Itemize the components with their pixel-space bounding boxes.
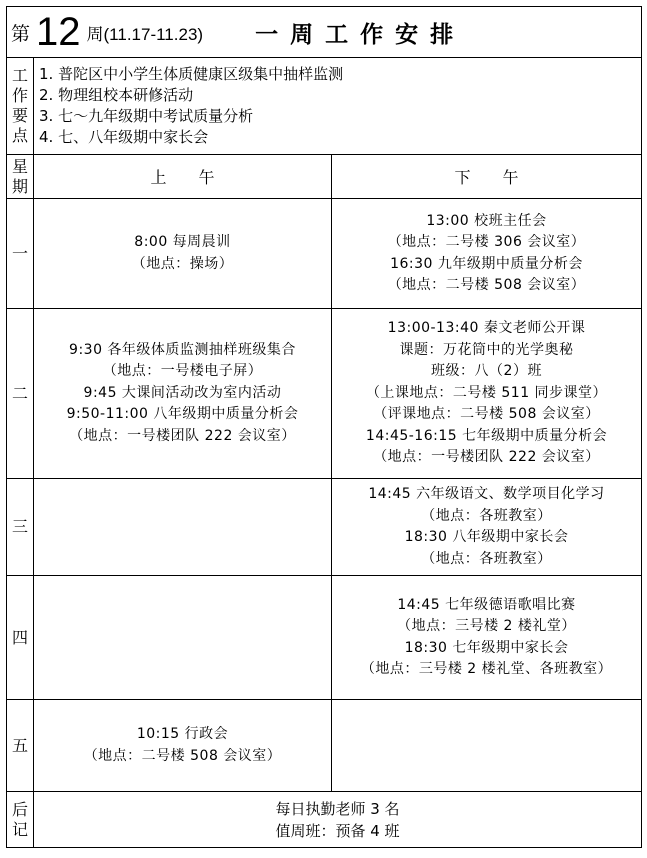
key-point-item: 3. 七～九年级期中考试质量分析 [39,107,254,125]
footer-label: 后 记 [7,792,34,848]
weekday-column-label: 星 期 [7,155,34,199]
morning-cell [34,576,332,700]
key-point-item: 4. 七、八年级期中家长会 [39,128,209,146]
day-row-wednesday [7,479,642,576]
week-prefix: 第 [11,22,31,45]
key-point-item: 2. 物理组校本研修活动 [39,86,194,104]
morning-column-header: 上 午 [34,155,332,199]
footer-row [7,792,642,848]
afternoon-cell [332,700,642,792]
morning-cell: 9:30 各年级体质监测抽样班级集合 （地点：一号楼电子屏） 9:45 大课间活动改为室内活动 9:50-11:00 八年级期中质量分析会 （地点：一号楼团队 222 会议室） [34,309,332,479]
afternoon-cell: 14:45 六年级语文、数学项目化学习 （地点：各班教室） 18:30 八年级期中家长会 （地点：各班教室） [332,479,642,576]
week-range: 周(11.17-11.23) [86,24,204,44]
header-bar [7,7,641,57]
afternoon-cell: 13:00-13:40 秦文老师公开课 课题：万花筒中的光学奥秘 班级：八（2）班 （上课地点：二号楼 511 同步课堂） （评课地点：二号楼 508 会议室） 14:45-16:15 七年级期中质量分析会 （地点：一号楼团队 222 会议室） [332,309,642,479]
afternoon-column-header: 下 午 [332,155,642,199]
key-points-row [7,58,642,155]
afternoon-cell: 14:45 七年级德语歌唱比赛 （地点：三号楼 2 楼礼堂） 18:30 七年级期中家长会 （地点：三号楼 2 楼礼堂、各班教室） [332,576,642,700]
afternoon-cell: 13:00 校班主任会 （地点：二号楼 306 会议室） 16:30 九年级期中质量分析会 （地点：二号楼 508 会议室） [332,199,642,309]
column-header-row [7,155,642,199]
key-point-item: 1. 普陀区中小学生体质健康区级集中抽样监测 [39,65,344,83]
day-label: 三 [7,479,34,576]
morning-cell: 8:00 每周晨训 （地点：操场） [34,199,332,309]
day-row-thursday [7,576,642,700]
day-label: 五 [7,700,34,792]
morning-cell [34,479,332,576]
day-row-friday [7,700,642,792]
footer-line: 每日执勤老师 3 名 [275,799,400,818]
day-label: 四 [7,576,34,700]
key-points-label: 工 作 要 点 [7,58,34,155]
page-title: 一周工作安排 [255,21,466,48]
header-row [7,7,642,58]
morning-cell: 10:15 行政会 （地点：二号楼 508 会议室） [34,700,332,792]
footer-notes [34,792,642,848]
day-row-monday [7,199,642,309]
key-points-list [34,58,642,155]
day-row-tuesday [7,309,642,479]
day-label: 一 [7,199,34,309]
week-number: 12 [36,10,81,54]
footer-line: 值周班：预备 4 班 [275,821,400,840]
day-label: 二 [7,309,34,479]
weekly-schedule-table [6,6,642,848]
